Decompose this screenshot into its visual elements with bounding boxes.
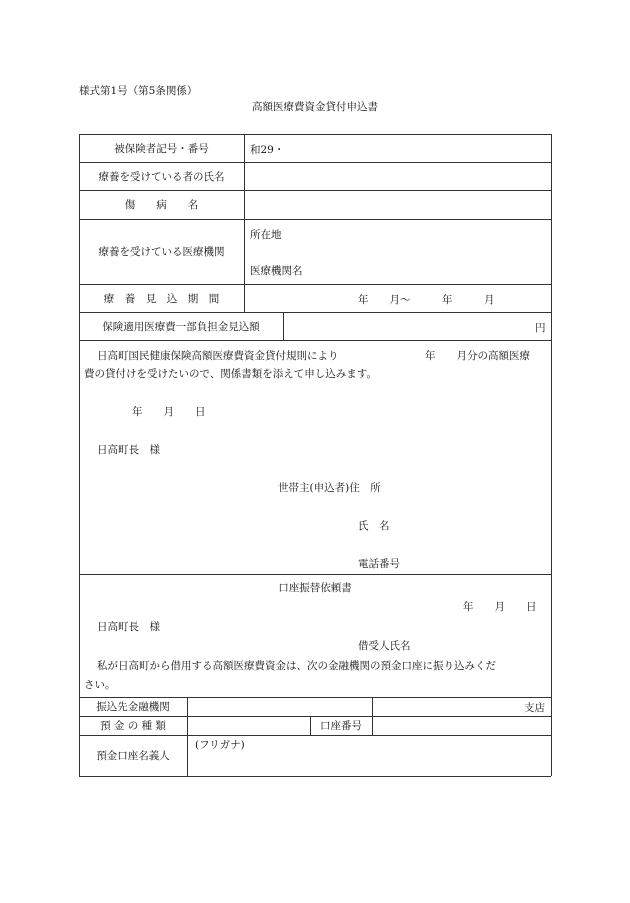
transfer-request-title: 口座振替依頼書: [278, 582, 352, 594]
form-number: 様式第1号（第5条関係）: [79, 85, 198, 97]
form-title: 高額医療費資金貸付申込書: [252, 101, 378, 113]
patient-name-field[interactable]: [245, 163, 550, 189]
patient-name-label: 療養を受けている者の氏名: [98, 170, 225, 183]
application-text-line1a: 日高町国民健康保険高額医療費資金貸付規則により: [97, 350, 339, 362]
borrower-name-label: 借受人氏名: [358, 640, 411, 652]
account-holder-label: 預金口座名義人: [96, 750, 170, 762]
branch-name-field[interactable]: [373, 698, 518, 715]
branch-label: 支店: [524, 702, 545, 714]
insured-number-value[interactable]: 和29・: [250, 144, 285, 156]
institution-name-label: 医療機関名: [250, 265, 303, 277]
bank-name-field[interactable]: [188, 698, 371, 715]
applicant-address-label: 世帯主(申込者)住 所: [278, 482, 381, 494]
furigana-label: (フリガナ): [195, 739, 245, 751]
transfer-addressee: 日高町長 様: [97, 621, 160, 633]
transfer-text-line1: 私が日高町から借用する高額医療費資金は、次の金融機関の預金口座に振り込みくだ: [97, 660, 496, 672]
deposit-type-field[interactable]: [188, 717, 309, 734]
account-number-field[interactable]: [373, 717, 550, 734]
application-text-line2: 費の貸付けを受けたいので、関係書類を添えて申し込みます。: [84, 368, 377, 380]
medical-institution-label: 療養を受けている医療機関: [98, 246, 225, 258]
applicant-name-label: 氏 名: [358, 520, 390, 532]
transfer-date[interactable]: 年 月 日: [463, 601, 537, 613]
disease-name-label: 傷 病 名: [124, 199, 199, 211]
applicant-phone-label: 電話番号: [358, 558, 400, 570]
treatment-period-value[interactable]: 年 月～ 年 月: [358, 294, 495, 306]
application-addressee: 日高町長 様: [97, 444, 160, 456]
account-number-label: 口座番号: [320, 720, 362, 732]
application-date[interactable]: 年 月 日: [132, 406, 206, 418]
insured-number-label: 被保険者記号・番号: [114, 142, 209, 155]
copay-estimate-label: 保険適用医療費一部負担金見込額: [102, 320, 260, 333]
yen-unit: 円: [535, 322, 546, 334]
treatment-period-label: 療 養 見 込 期 間: [103, 292, 220, 305]
deposit-type-label: 預 金 の 種 類: [100, 720, 166, 732]
application-text-line1b: 年 月分の高額医療: [425, 350, 530, 362]
disease-name-field[interactable]: [245, 191, 550, 218]
transfer-text-line2: さい。: [84, 679, 116, 691]
institution-location-label: 所在地: [250, 229, 282, 241]
bank-label: 振込先金融機関: [96, 701, 170, 713]
account-holder-field[interactable]: [188, 752, 550, 775]
